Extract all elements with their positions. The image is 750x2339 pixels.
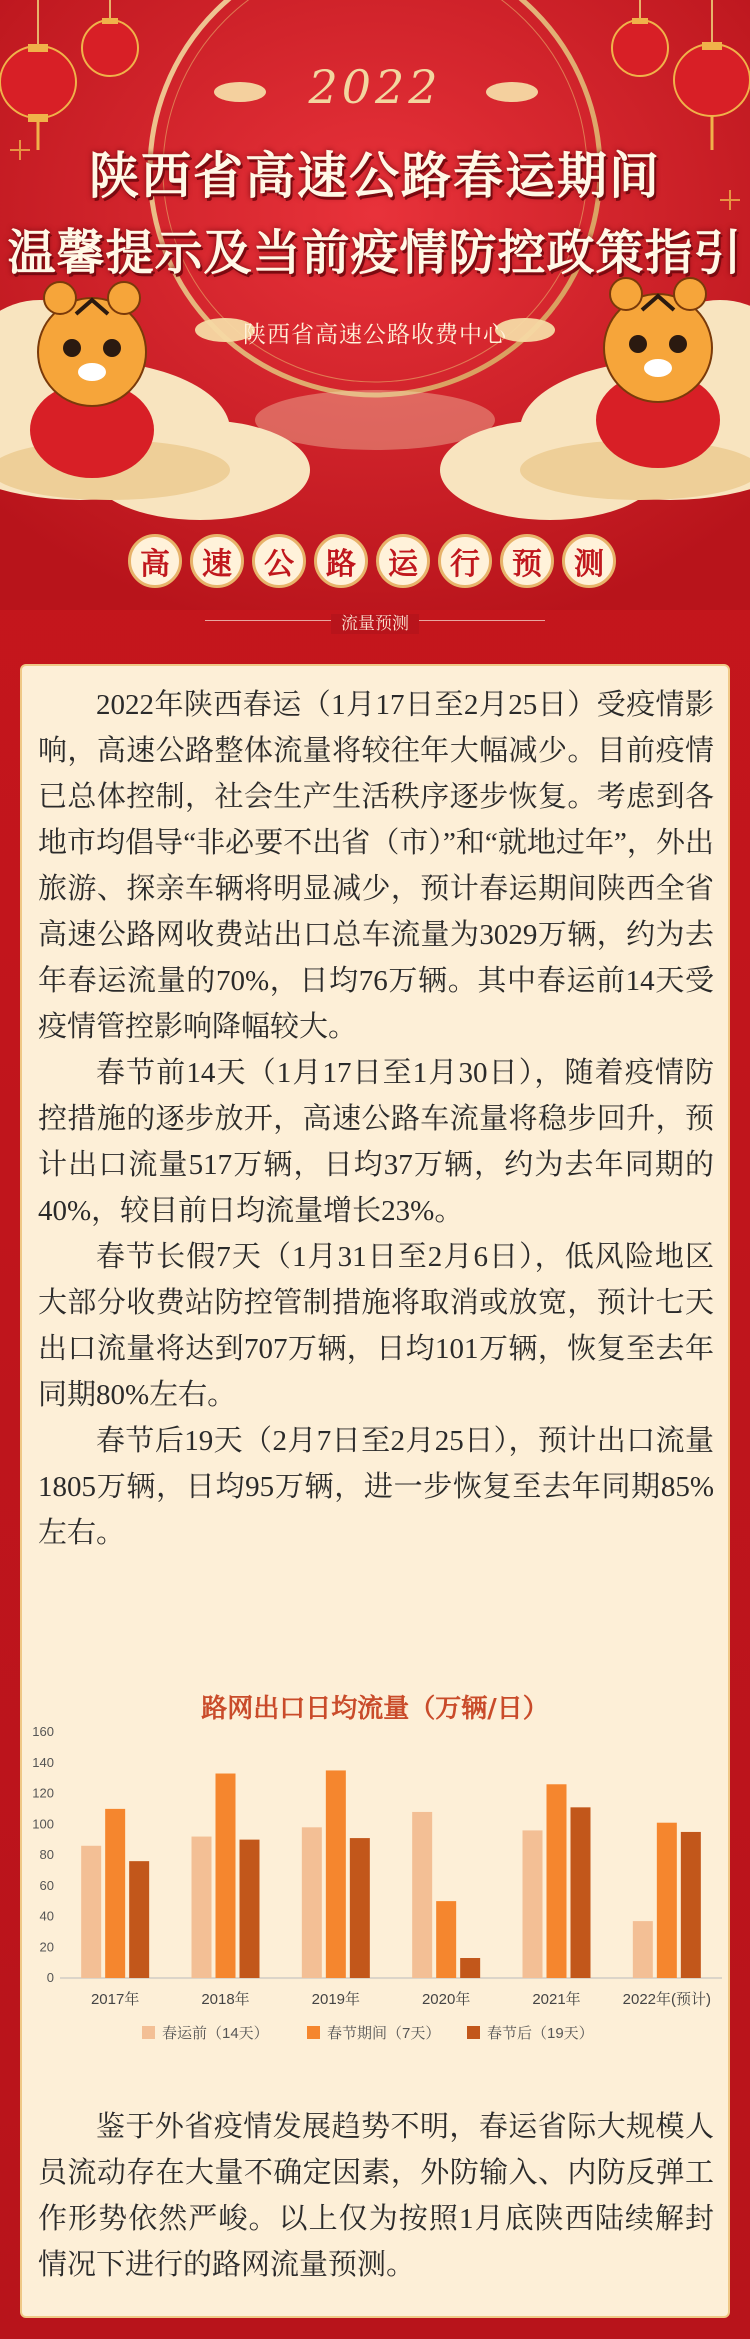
bar [681,1832,701,1978]
body-text [38,682,714,1556]
y-tick-label: 100 [32,1816,54,1832]
bar [192,1837,212,1978]
x-tick-label: 2020年 [421,1991,471,2008]
y-tick-label: 20 [39,1939,54,1955]
section-heading [128,534,616,588]
section-heading-char: 运 [376,534,430,588]
content-panel [20,664,730,2318]
paragraph-post-festival: 春节后19天（2月7日至2月25日），预计出口流量1805万辆，日均95万辆，进一步恢复至去年同期85%左右。 [38,1425,714,1549]
chart-title: 路网出口日均流量（万辆/日） [201,1694,549,1724]
bar [571,1807,591,1978]
section-heading-char: 公 [252,534,306,588]
y-tick-label: 140 [32,1754,54,1770]
paragraph-overview: 2022年陕西春运（1月17日至2月25日）受疫情影响，高速公路整体流量将较往年大幅减少。目前疫情已总体控制，社会生产生活秩序逐步恢复。考虑到各地市均倡导“非必要不出省（市）”和“就地过年”，外出旅游、探亲车辆将明显减少，预计春运期间陕西全省高速公路网收费站出口总车流量为3029万辆，约为去年春运流量的70%，日均76万辆。其中春运前14天受疫情管控影响降幅较大。 [38,689,714,1043]
legend-label: 春节期间（7天） [327,2025,441,2042]
bar [216,1774,236,1978]
section-heading-char: 高 [128,534,182,588]
section-heading-char: 行 [438,534,492,588]
bar [350,1838,370,1978]
bar [302,1827,322,1978]
page-title-line1: 陕西省高速公路春运期间 [89,146,661,205]
bar [436,1901,456,1978]
bar-chart [22,1720,728,2060]
paragraph-closing: 鉴于外省疫情发展趋势不明，春运省际大规模人员流动存在大量不确定因素，外防输入、内防反弹工作形势依然严峻。以上仅为按照1月底陕西陆续解封情况下进行的路网流量预测。 [38,2111,714,2281]
bar [240,1840,260,1978]
section-heading-char: 预 [500,534,554,588]
year-label: 2022 [308,60,442,114]
bar [460,1958,480,1978]
bar [105,1809,125,1978]
paragraph-pre-festival: 春节前14天（1月17日至1月30日），随着疫情防控措施的逐步放开，高速公路车流量将稳步回升，预计出口流量517万辆，日均37万辆，约为去年同期的40%，较目前日均流量增长23%。 [38,1057,714,1227]
y-tick-label: 160 [32,1724,54,1739]
closing-text [38,2104,714,2288]
bar [412,1812,432,1978]
page-title-line2: 温馨提示及当前疫情防控政策指引 [7,225,743,281]
x-tick-label: 2022年(预计) [622,1991,712,2008]
section-subtitle [0,609,750,634]
y-tick-label: 60 [39,1877,54,1893]
bar [326,1770,346,1978]
x-tick-label: 2018年 [201,1991,250,2008]
bar [129,1861,149,1978]
legend-swatch [142,2026,155,2039]
bar [523,1830,543,1978]
paragraph-holiday: 春节长假7天（1月31日至2月6日），低风险地区大部分收费站防控管制措施将取消或放宽，预计七天出口流量将达到707万辆，日均101万辆，恢复至去年同期80%左右。 [38,1241,714,1411]
legend-swatch [307,2026,320,2039]
y-tick-label: 40 [39,1908,54,1924]
section-heading-char: 速 [190,534,244,588]
organization-name: 陕西省高速公路收费中心 [243,322,507,348]
legend-label: 春节后（19天） [487,2025,594,2042]
x-tick-label: 2017年 [90,1991,140,2008]
y-tick-label: 80 [39,1847,54,1862]
bar [81,1846,101,1978]
tiger-mascot-right-icon [596,278,720,468]
section-heading-char: 测 [562,534,616,588]
section-subtitle-text: 流量预测 [331,614,419,634]
header-banner [0,0,750,610]
bar [633,1921,653,1978]
y-tick-label: 0 [46,1970,54,1985]
x-tick-label: 2021年 [532,1991,581,2008]
legend-label: 春运前（14天） [162,2025,269,2042]
section-heading-char: 路 [314,534,368,588]
x-tick-label: 2019年 [311,1991,361,2008]
bar [547,1784,567,1978]
legend-swatch [467,2026,480,2039]
bar [657,1823,677,1978]
y-tick-label: 120 [32,1785,54,1801]
